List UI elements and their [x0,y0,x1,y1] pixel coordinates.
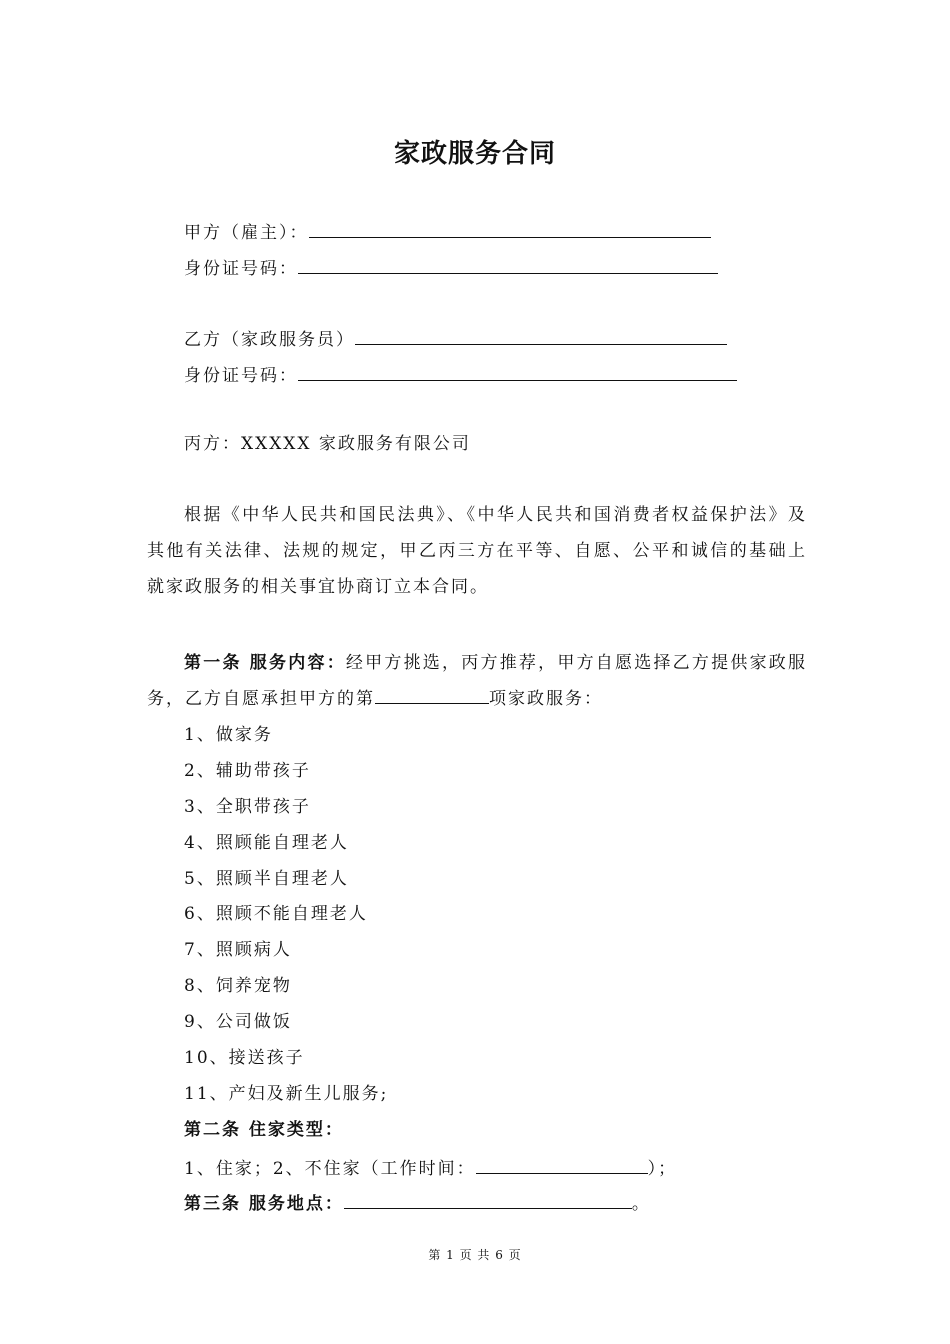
party-c-line: 丙方：XXXXX 家政服务有限公司 [184,434,471,454]
article-1-text: 经甲方挑选，丙方推荐，甲方自愿选择乙方提供家政服务，乙方自愿承担甲方的第 [147,653,808,709]
preamble-paragraph: 根据《中华人民共和国民法典》、《中华人民共和国消费者权益保护法》及其他有关法律、法规的规定，甲乙丙三方在平等、自愿、公平和诚信的基础上就家政服务的相关事宜协商订立本合同。 [147,505,807,597]
party-b-id-label: 身份证号码： [184,366,298,386]
article-2-text: 1、住家；2、不住家（工作时间： [184,1159,476,1179]
list-item: 4、照顾能自理老人 [184,833,349,853]
article-1-paragraph [147,645,807,717]
list-item: 8、饲养宠物 [184,976,292,996]
party-a-id-label: 身份证号码： [184,259,298,279]
party-b-blank[interactable] [355,326,727,345]
party-b-label: 乙方（家政服务员） [184,330,355,350]
party-a-label: 甲方（雇主）： [184,223,309,243]
list-item: 5、照顾半自理老人 [184,869,349,889]
list-item: 7、照顾病人 [184,940,292,960]
article-2-text-after: ）； [647,1159,678,1179]
party-b-line [184,326,727,351]
list-item: 11、产妇及新生儿服务; [184,1084,389,1104]
article-3-line [184,1190,651,1215]
article-3-text-after: 。 [631,1194,651,1214]
work-time-blank[interactable] [476,1155,648,1174]
list-item: 2、辅助带孩子 [184,761,311,781]
list-item: 3、全职带孩子 [184,797,311,817]
article-1-text-after: 项家政服务： [489,689,603,709]
service-location-blank[interactable] [344,1190,632,1209]
list-item: 1、做家务 [184,725,273,745]
party-a-id-line [184,255,718,280]
party-a-line [184,219,711,244]
article-2-heading: 第二条 住家类型： [184,1120,344,1140]
article-1-blank[interactable] [375,685,489,704]
contract-title: 家政服务合同 [393,139,556,169]
article-1-heading: 第一条 服务内容： [184,653,346,673]
party-b-id-line [184,362,737,387]
party-b-id-blank[interactable] [298,362,737,381]
party-a-blank[interactable] [309,219,711,238]
list-item: 9、公司做饭 [184,1012,292,1032]
article-3-heading: 第三条 服务地点： [184,1194,344,1214]
list-item: 6、照顾不能自理老人 [184,904,368,924]
party-a-id-blank[interactable] [298,255,718,274]
page-footer: 第 1 页 共 6 页 [428,1248,522,1262]
article-2-line [184,1155,677,1180]
list-item: 10、接送孩子 [184,1048,305,1068]
